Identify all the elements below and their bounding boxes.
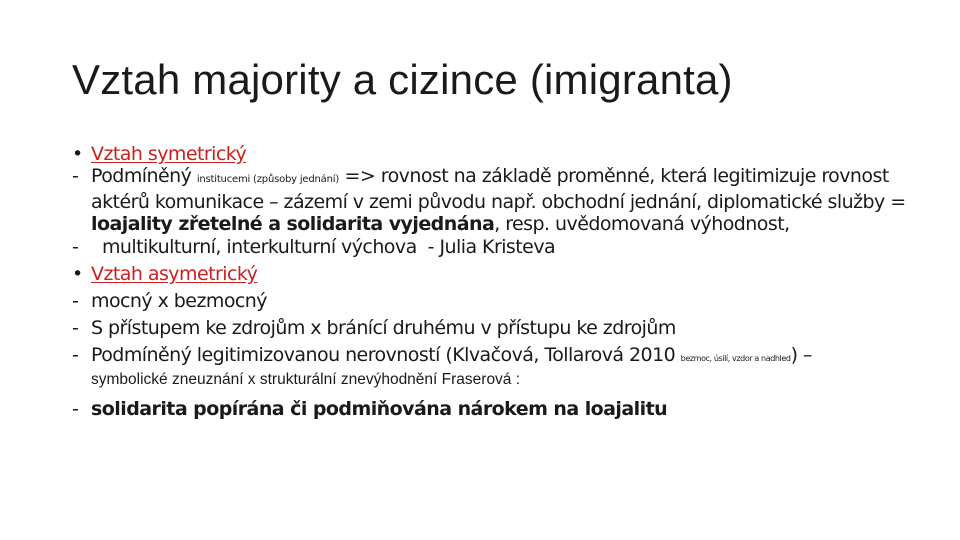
- symbolic-text: symbolické zneuznání x strukturální znevýhodnění Fraserová :: [91, 371, 521, 388]
- slide-content: [72, 143, 912, 420]
- legitimized-text-tiny: bezmoc, úsilí, vzdor a nadhled: [680, 354, 791, 363]
- slide-title: Vztah majority a cizince (imigranta): [72, 56, 733, 103]
- access-text: S přístupem ke zdrojům x bránící druhému v přístupu ke zdrojům: [91, 317, 676, 339]
- bullet-marker: •: [72, 263, 83, 285]
- dash-marker: -: [72, 398, 79, 420]
- list-item-asymmetric: [72, 263, 912, 285]
- list-item-access: [72, 317, 912, 339]
- list-item-conditional: [72, 165, 912, 235]
- dash-marker: -: [72, 317, 79, 339]
- legitimized-text-start: Podmíněný legitimizovanou nerovností (Klvačová, Tollarová 2010: [91, 344, 681, 366]
- powerful-text: mocný x bezmocný: [91, 290, 267, 312]
- list-item-solidarity: [72, 398, 912, 420]
- dash-marker: -: [72, 236, 79, 258]
- conditional-text-rest: => rovnost na základě proměnné, která legitimizuje rovnost aktérů komunikace – zázemí v zemi původu např. obchodní jednání, diplomatické služby =: [91, 165, 906, 213]
- conditional-text-end: , resp. uvědomovaná výhodnost,: [494, 213, 790, 235]
- heading-asymmetric: Vztah asymetrický: [91, 263, 258, 285]
- dash-marker: -: [72, 290, 79, 312]
- solidarity-text: solidarita popírána či podmiňována nárokem na loajalitu: [91, 398, 668, 420]
- list-item-symmetric: [72, 143, 912, 165]
- multicultural-text: multikulturní, interkulturní výchova - Julia Kristeva: [91, 236, 556, 258]
- legitimized-text-end: ) –: [790, 344, 812, 366]
- conditional-text-bold: loajality zřetelné a solidarita vyjednána: [91, 213, 495, 235]
- list-item-legitimized: [72, 344, 912, 390]
- list-item-powerful: [72, 290, 912, 312]
- list-item-multicultural: [72, 236, 912, 258]
- bullet-marker: •: [72, 143, 83, 165]
- conditional-text-small: institucemi (způsoby jednání): [196, 174, 340, 185]
- dash-marker: -: [72, 165, 79, 187]
- heading-symmetric: Vztah symetrický: [91, 143, 247, 165]
- dash-marker: -: [72, 344, 79, 366]
- conditional-text-start: Podmíněný: [91, 165, 197, 187]
